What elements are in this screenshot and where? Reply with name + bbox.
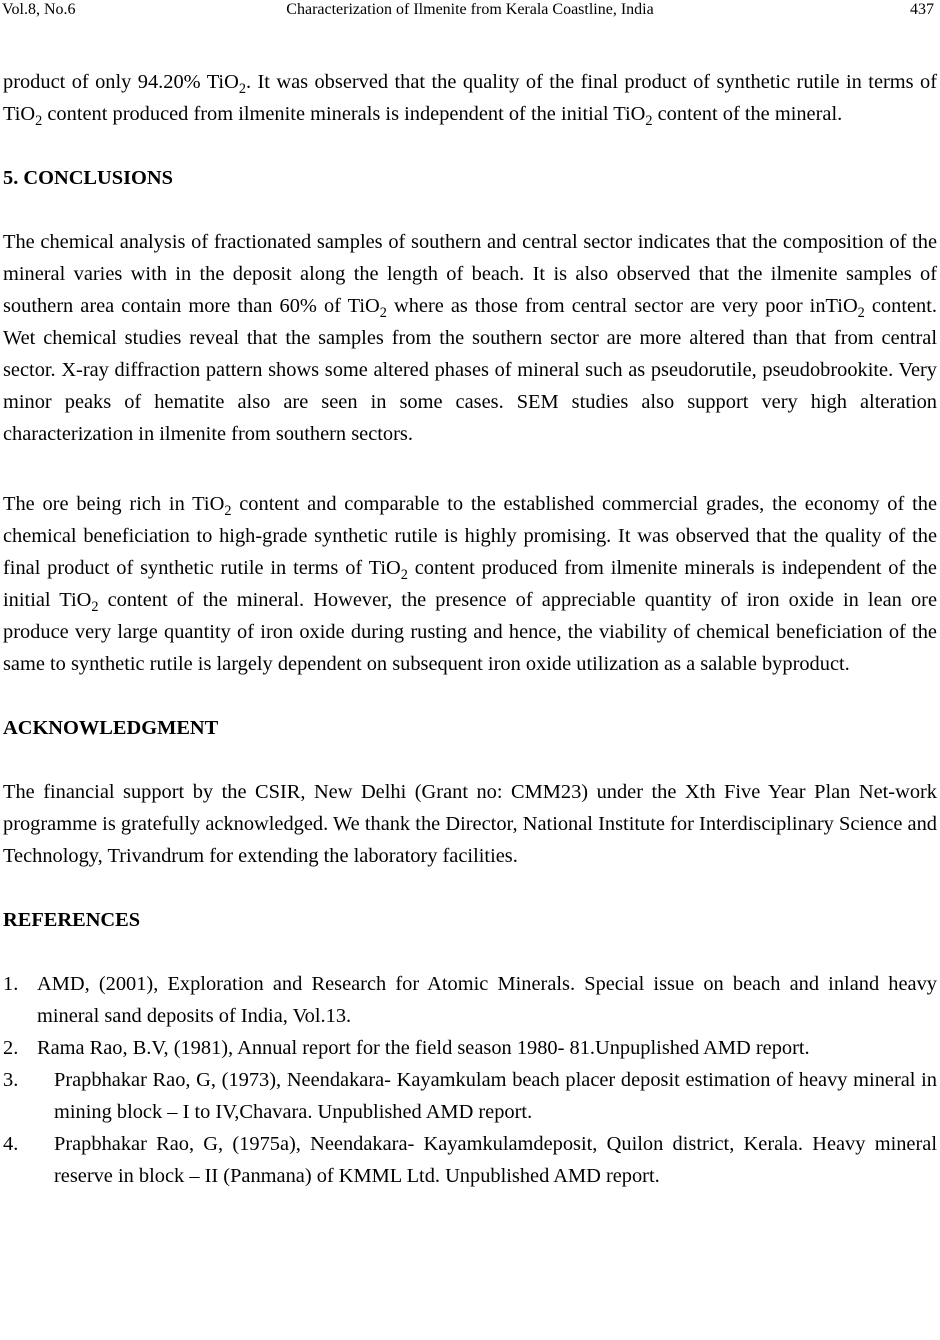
reference-item: [3, 1064, 937, 1128]
subscript: 2: [379, 305, 387, 322]
reference-number: 1.: [3, 973, 19, 995]
journal-volume: Vol.8, No.6: [2, 1, 76, 18]
reference-text: Prapbhakar Rao, G, (1973), Neendakara- Kayamkulam beach placer deposit estimation of heavy mineral in mining block – I to IV,Chavara. Unpublished AMD report.: [54, 1069, 937, 1123]
reference-text: Prapbhakar Rao, G, (1975a), Neendakara- Kayamkulamdeposit, Quilon district, Kerala. Heavy mineral reserve in block – II (Panmana) of KMML Ltd. Unpublished AMD report.: [54, 1133, 937, 1187]
references-heading: REFERENCES: [3, 909, 141, 931]
subscript: 2: [857, 305, 865, 322]
conclusions-heading: 5. CONCLUSIONS: [3, 167, 173, 189]
subscript: 2: [238, 81, 246, 98]
subscript: 2: [224, 503, 232, 520]
subscript: 2: [91, 599, 99, 616]
article-body: [3, 66, 937, 1192]
references-list: [3, 968, 937, 1192]
reference-number: 3.: [3, 1069, 19, 1091]
reference-text: Rama Rao, B.V, (1981), Annual report for the field season 1980- 81.Unpuplished AMD report.: [37, 1037, 810, 1059]
running-title: Characterization of Ilmenite from Kerala Coastline, India: [286, 1, 654, 18]
reference-item: [3, 1128, 937, 1192]
subscript: 2: [400, 567, 408, 584]
conclusions-paragraph-2: The ore being rich in TiO$_2$ content and comparable to the established commercial grades, the economy of the chemical beneficiation to high-grade synthetic rutile is highly promising. It was observed that the quality of the final product of synthetic rutile in terms of TiO$_2$ content produced from ilmenite minerals is independent of the initial TiO$_2$ content of the mineral. However, the presence of appreciable quantity of iron oxide in lean ore produce very large quantity of iron oxide during rusting and hence, the viability of chemical beneficiation of the same to synthetic rutile is largely dependent on subsequent iron oxide utilization as a salable byproduct.: [3, 493, 937, 675]
subscript: 2: [35, 113, 43, 130]
reference-item: [3, 968, 937, 1032]
intro-paragraph: product of only 94.20% TiO$_2$. It was observed that the quality of the final product of synthetic rutile in terms of TiO$_2$ content produced from ilmenite minerals is independent of the initial TiO$_2$ content of the mineral.: [3, 71, 937, 130]
acknowledgment-paragraph: The financial support by the CSIR, New Delhi (Grant no: CMM23) under the Xth Five Year Plan Net-work programme is gratefully acknowledged. We thank the Director, National Institute for Interdisciplinary Science and Technology, Trivandrum for extending the laboratory facilities.: [3, 781, 937, 867]
acknowledgment-heading: ACKNOWLEDGMENT: [3, 717, 219, 739]
subscript: 2: [645, 113, 653, 130]
reference-item: [3, 1032, 937, 1064]
reference-number: 4.: [3, 1133, 19, 1155]
page-header: [0, 0, 940, 22]
reference-number: 2.: [3, 1037, 19, 1059]
reference-text: AMD, (2001), Exploration and Research for Atomic Minerals. Special issue on beach and inland heavy mineral sand deposits of India, Vol.13.: [37, 973, 937, 1027]
conclusions-paragraph-1: The chemical analysis of fractionated samples of southern and central sector indicates that the composition of the mineral varies with in the deposit along the length of beach. It is also observed that the ilmenite samples of southern area contain more than 60% of TiO$_2$ where as those from central sector are very poor inTiO$_2$ content. Wet chemical studies reveal that the samples from the southern sector are more altered than that from central sector. X-ray diffraction pattern shows some altered phases of mineral such as pseudorutile, pseudobrookite. Very minor peaks of hematite also are seen in some cases. SEM studies also support very high alteration characterization in ilmenite from southern sectors.: [3, 231, 937, 445]
page-number: 437: [910, 1, 934, 18]
